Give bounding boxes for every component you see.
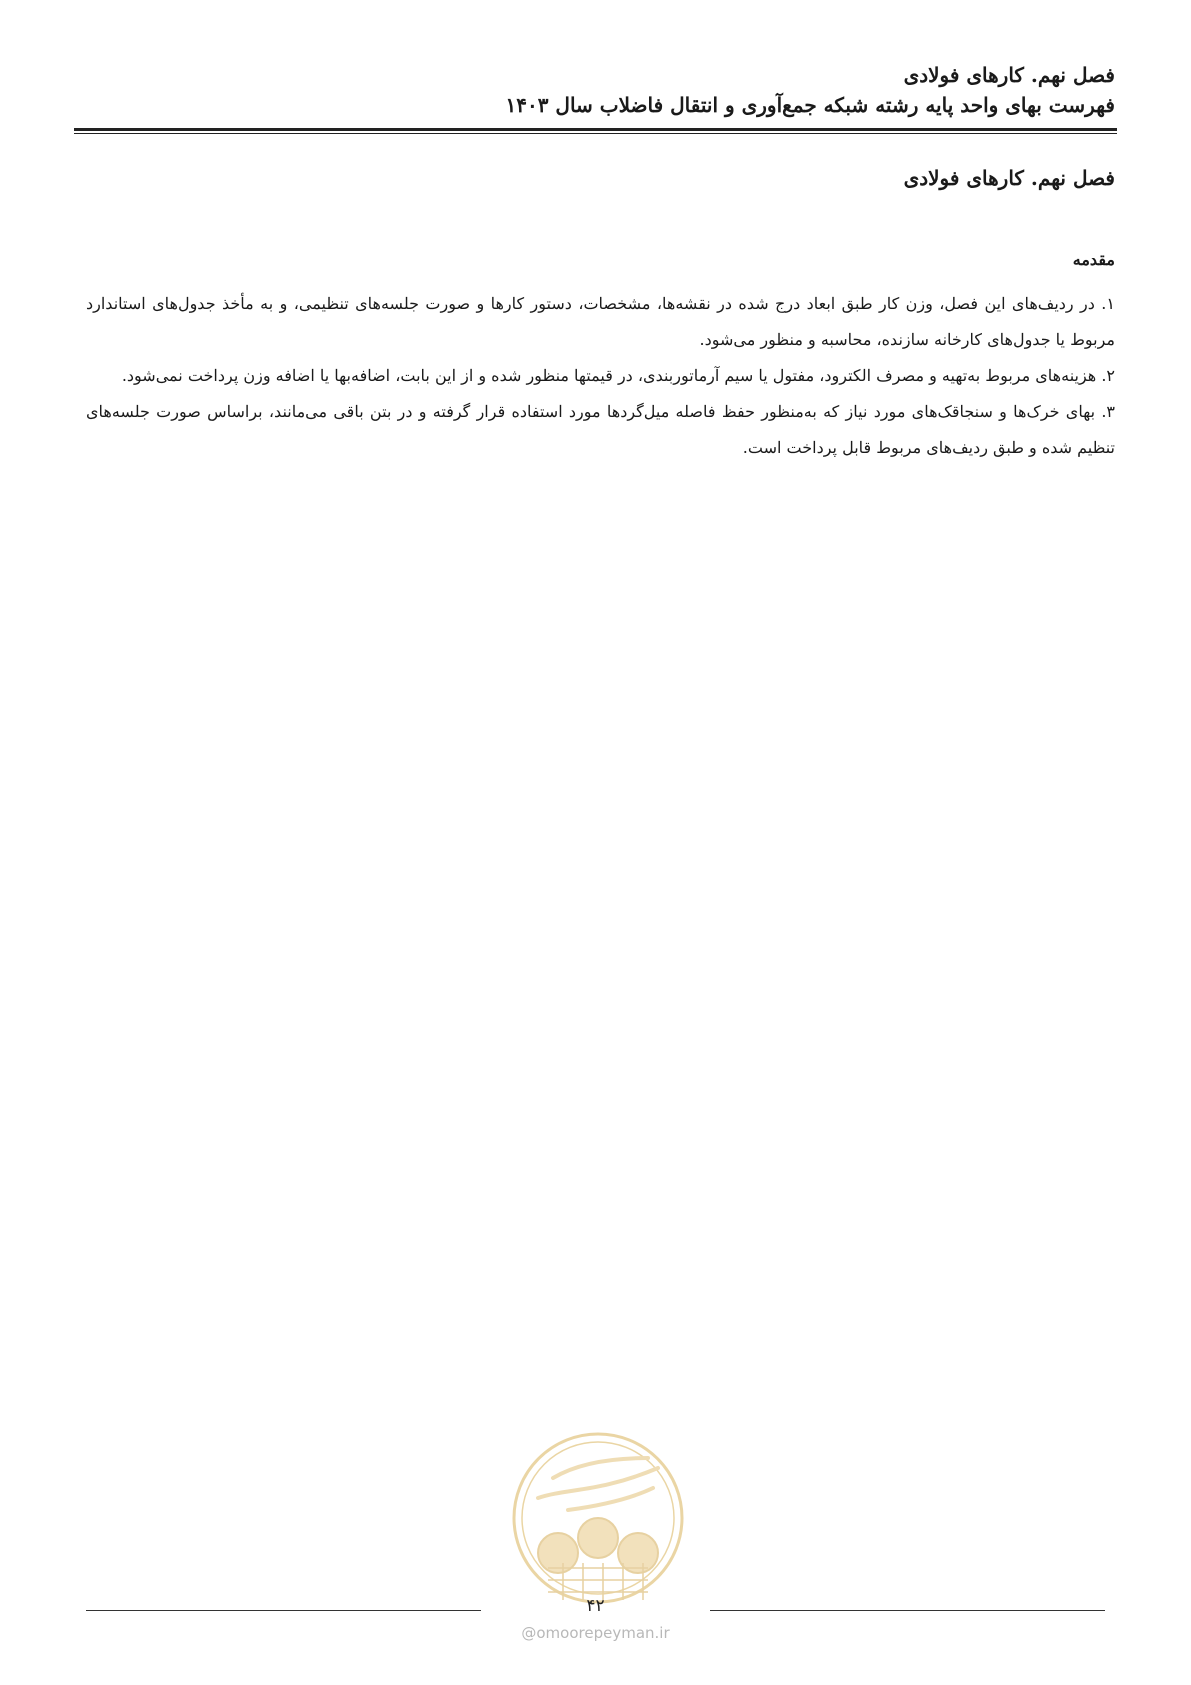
header-rule-thin <box>74 133 1117 134</box>
intro-paragraph-3: ۳. بهای خرک‌ها و سنجاقک‌های مورد نیاز که به‌منظور حفظ فاصله میل‌گردها مورد استفاده قرار گرفته و در بتن باقی می‌مانند، براساس صورت جلسه‌های تنظیم شده و طبق ردیف‌های مربوط قابل پرداخت است. <box>86 402 1115 457</box>
running-header <box>76 60 1115 120</box>
intro-heading: مقدمه <box>1072 250 1115 269</box>
seal-watermark-icon <box>508 1428 688 1608</box>
chapter-title: فصل نهم. کارهای فولادی <box>903 166 1115 190</box>
header-chapter: فصل نهم. کارهای فولادی <box>903 63 1115 87</box>
page-number: ۴۲ <box>586 1596 605 1616</box>
intro-paragraphs <box>86 286 1115 466</box>
header-document-title: فهرست بهای واحد پایه رشته شبکه جمع‌آوری و انتقال فاضلاب سال ۱۴۰۳ <box>505 93 1115 117</box>
intro-paragraph-1: ۱. در ردیف‌های این فصل، وزن کار طبق ابعاد درج شده در نقشه‌ها، مشخصات، دستور کارها و صورت جلسه‌های تنظیمی، و به مأخذ جدول‌های استاندارد مربوط یا جدول‌های کارخانه سازنده، محاسبه و منظور می‌شود. <box>86 294 1115 349</box>
watermark-url: @omoorepeyman.ir <box>521 1624 670 1642</box>
header-rule-thick <box>74 128 1117 131</box>
intro-paragraph-2: ۲. هزینه‌های مربوط به‌تهیه و مصرف الکترود، مفتول یا سیم آرماتوربندی، در قیمتها منظور شده و از این بابت، اضافه‌بها یا اضافه وزن پرداخت نمی‌شود. <box>121 366 1115 385</box>
